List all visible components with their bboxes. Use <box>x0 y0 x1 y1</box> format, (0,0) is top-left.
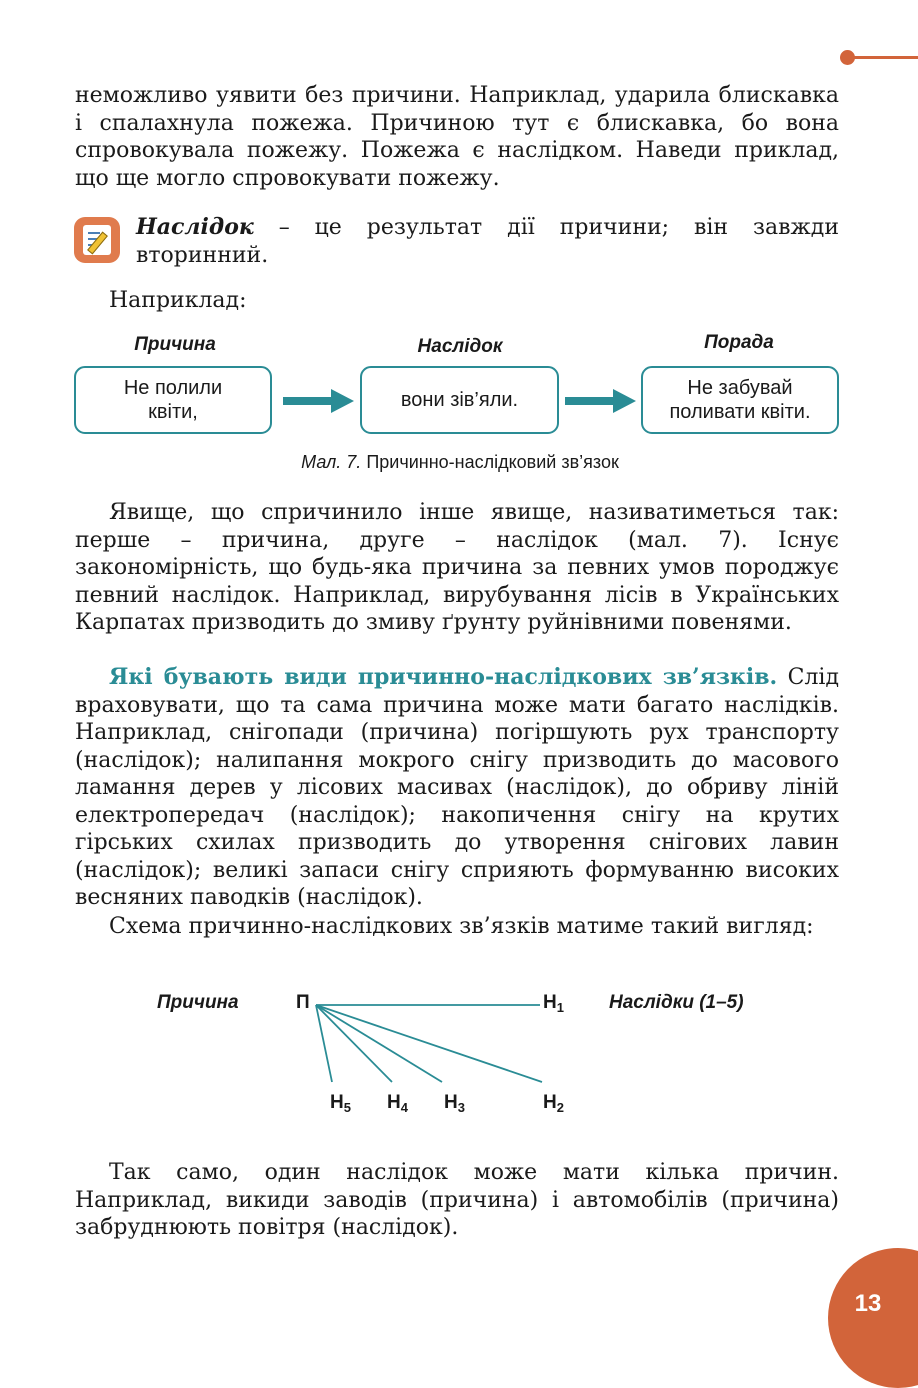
schema-node-effect-4: $Н_4$ <box>387 1092 408 1115</box>
paragraph-conclusion: Так само, один наслідок може мати кілька причин. Наприклад, викиди заводів (причина) і автомобілів (причина) забруднюють повітря (наслідок). <box>75 1160 839 1240</box>
schema-node-effect-5: $Н_5$ <box>330 1092 351 1115</box>
paragraph-types-text: Слід враховувати, що та сама причина може мати багато наслідків. Наприклад, снігопади (причина) погіршують рух транспорту (наслідок); налипання мокрого снігу призводить до масового ламання дерев у лісових масивах (наслідок), до обриву ліній електропередач (наслідок); накопичення снігу на крутих гірських схилах призводить до утворення снігових лавин (наслідок); великі запаси снігу сприяють формуванню високих весняних паводків (наслідок). <box>75 665 839 910</box>
schema-node-effect-1: $Н_1$ <box>543 992 564 1015</box>
example-label: Наприклад: <box>109 288 247 313</box>
section-heading: Які бувають види причинно-наслідкових зв’язків. <box>109 664 778 690</box>
fig-label-effect: Наслідок <box>417 336 503 357</box>
caption-text: Причинно-наслідковий зв’язок <box>361 452 619 472</box>
caption-prefix: Мал. 7. <box>301 452 362 472</box>
schema-node-effect-3: $Н_3$ <box>444 1092 465 1115</box>
fig-label-cause: Причина <box>134 334 216 355</box>
paragraph-intro: неможливо уявити без причини. Наприклад, ударила блискавка і спалахнула пожежа. Причиною тут є блискавка, бо вона спровокувала пожежу. Пожежа є наслідком. Наведи приклад, що ще могло спровокувати пожежу. <box>75 83 839 191</box>
schema-node-effect-2: $Н_2$ <box>543 1092 564 1115</box>
fig-box-cause: Не полили квіти, <box>74 366 272 434</box>
definition-text: – це результат дії причини; він завжди вторинний. <box>136 215 839 268</box>
definition-term: Наслідок <box>136 214 254 240</box>
fig-box-effect: вони зів’яли. <box>360 366 559 434</box>
page-number: 13 <box>854 1290 882 1317</box>
fig-box-advice: Не забувай поливати квіти. <box>641 366 839 434</box>
paragraph-phenomenon: Явище, що спричинило інше явище, називатиметься так: перше – причина, друге – наслідок (мал. 7). Існує закономірність, що будь-яка причина за певних умов породжує певний наслідок. Наприклад, вирубування лісів в Українських Карпатах призводить до змиву ґрунту руйнівними повенями. <box>75 500 839 635</box>
paragraph-schema-intro: Схема причинно-наслідкових зв’язків матиме такий вигляд: <box>109 914 814 939</box>
schema-label-cause: Причина <box>157 992 239 1013</box>
schema-node-cause: П <box>296 992 310 1013</box>
fig-label-advice: Порада <box>704 332 774 353</box>
schema-label-effects: Наслідки (1–5) <box>609 992 744 1013</box>
